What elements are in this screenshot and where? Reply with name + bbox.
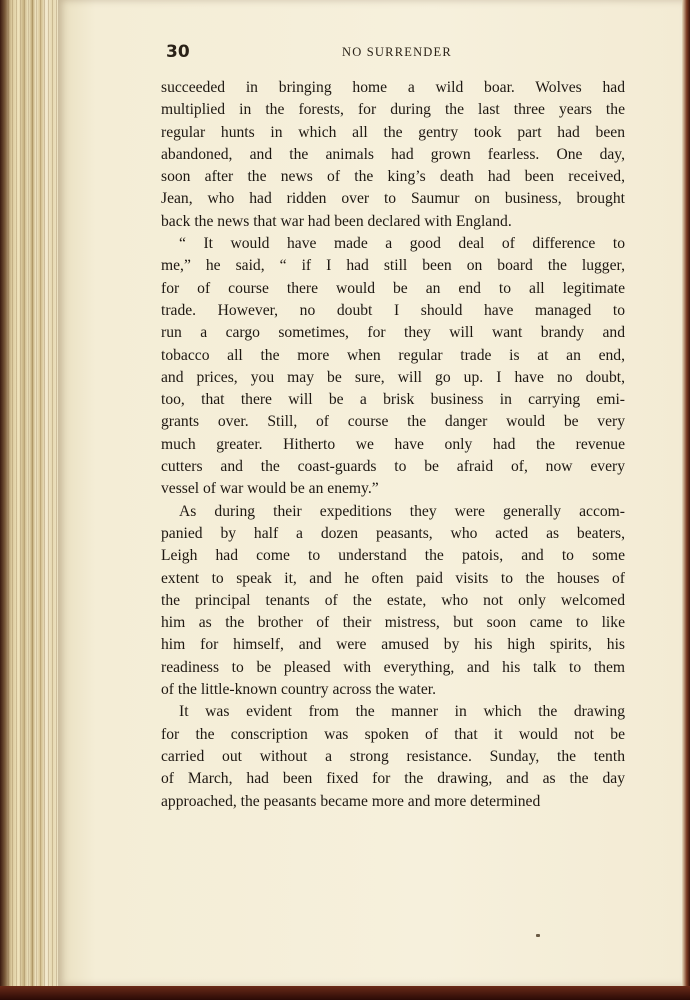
page-number: 30 — [166, 42, 190, 62]
text-line: “ It would have made a good deal of difference to — [179, 235, 625, 253]
text-line: It was evident from the manner in which the drawing — [179, 703, 625, 721]
text-line: soon after the news of the king’s death had been received, — [161, 168, 625, 186]
body-text — [161, 77, 625, 813]
paragraph — [161, 77, 625, 233]
text-line: much greater. Hitherto we have only had the revenue — [161, 435, 625, 453]
text-line: regular hunts in which all the gentry took part had been — [161, 123, 625, 141]
text-line: panied by half a dozen peasants, who acted as beaters, — [161, 524, 625, 542]
text-line: extent to speak it, and he often paid visits to the houses of — [161, 569, 625, 587]
running-head: NO SURRENDER — [342, 45, 452, 59]
text-line: carried out without a strong resistance. Sunday, the tenth — [161, 747, 625, 765]
text-line: trade. However, no doubt I should have managed to — [161, 301, 625, 319]
paragraph — [161, 701, 625, 812]
text-line: for of course there would be an end to all legitimate — [161, 279, 625, 297]
page-bottom-edge — [0, 986, 690, 1000]
text-line: Leigh had come to understand the patois, and to some — [161, 547, 625, 565]
text-line: too, that there will be a brisk business in carrying emi- — [161, 391, 625, 409]
text-line: Jean, who had ridden over to Saumur on business, brought — [161, 190, 625, 208]
text-line: tobacco all the more when regular trade is at an end, — [161, 346, 625, 364]
text-line: him for himself, and were amused by his high spirits, his — [161, 636, 625, 654]
text-line: of the little-known country across the water. — [161, 681, 436, 699]
text-line: grants over. Still, of course the danger would be very — [161, 413, 625, 431]
text-line: and prices, you may be sure, will go up. I have no doubt, — [161, 368, 625, 386]
text-line: approached, the peasants became more and more determined — [161, 792, 541, 810]
text-line: me,” he said, “ if I had still been on board the lugger, — [161, 257, 625, 275]
text-line: him as the brother of their mistress, but soon came to like — [161, 614, 625, 632]
page-edges — [8, 0, 60, 990]
page-header — [166, 42, 626, 64]
text-line: As during their expeditions they were generally accom- — [179, 502, 625, 520]
text-line: run a cargo sometimes, for they will want brandy and — [161, 324, 625, 342]
paragraph — [161, 233, 625, 501]
text-line: for the conscription was spoken of that it would not be — [161, 725, 625, 743]
text-line: the principal tenants of the estate, who not only welcomed — [161, 591, 625, 609]
text-line: multiplied in the forests, for during the last three years the — [161, 101, 625, 119]
ink-speck — [536, 934, 540, 937]
text-line: of March, had been fixed for the drawing, and as the day — [161, 770, 625, 788]
text-line: succeeded in bringing home a wild boar. Wolves had — [161, 79, 625, 96]
paragraph — [161, 501, 625, 702]
text-line: back the news that war had been declared with England. — [161, 212, 512, 230]
text-line: readiness to be pleased with everything, and his talk to them — [161, 658, 625, 676]
text-line: abandoned, and the animals had grown fearless. One day, — [161, 145, 625, 163]
text-line: cutters and the coast-guards to be afraid of, now every — [161, 458, 625, 476]
page-right-edge — [682, 0, 690, 990]
text-line: vessel of war would be an enemy.” — [161, 480, 379, 498]
